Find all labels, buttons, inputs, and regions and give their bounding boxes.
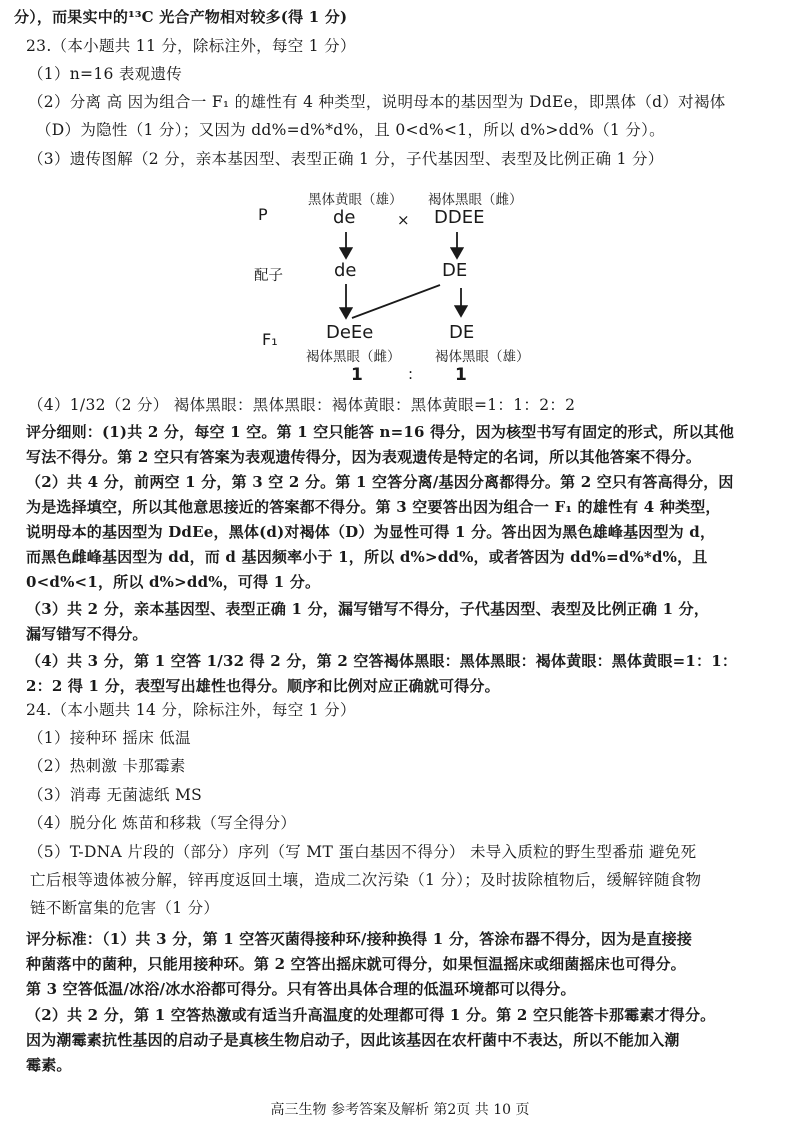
parent1-phenotype: 黑体黄眼（雄） [308,192,403,208]
scoring-standard-line: （2）共 2 分，第 1 空答热激或有适当升高温度的处理都可得 1 分。第 2 空只能答卡那霉素才得分。 [26,1006,716,1024]
scoring-detail-line: 评分细则：(1)共 2 分，每空 1 空。第 1 空只能答 n=16 得分，因为核型书写有固定的形式，所以其他 [26,423,735,441]
ratio-separator: : [408,365,414,383]
q24-answer-5: （5）T-DNA 片段的（部分）序列（写 MT 蛋白基因不得分） 未导入质粒的野生型番茄 避免死 [28,843,697,861]
cross-symbol: × [397,211,410,229]
q23-answer-2: （2）分离 高 因为组合一 F₁ 的雄性有 4 种类型，说明母本的基因型为 DdEe，即黑体（d）对褐体 [28,93,726,111]
q23-answer-1: （1）n=16 表观遗传 [28,65,183,83]
scoring-detail-line: （4）共 3 分，第 1 空答 1/32 得 2 分，第 2 空答褐体黑眼：黑体黑眼：褐体黄眼：黑体黄眼=1：1： [26,652,738,670]
scoring-detail-line: （3）共 2 分，亲本基因型、表型正确 1 分，漏写错写不得分，子代基因型、表型及比例正确 1 分， [26,600,710,618]
scoring-standard-line: 因为潮霉素抗性基因的启动子是真核生物启动子，因此该基因在农杆菌中不表达，所以不能加入潮 [26,1031,680,1049]
ratio-1: 1 [351,365,363,385]
scoring-detail-line: 说明母本的基因型为 DdEe，黑体(d)对褐体（D）为显性可得 1 分。答出因为黑色雄峰基因型为 d， [26,523,716,541]
scoring-detail-line: 写法不得分。第 2 空只有答案为表观遗传得分，因为表观遗传是特定的名词，所以其他答案不得分。 [26,448,702,466]
q23-answer-2-cont: （D）为隐性（1 分）；又因为 dd%=d%*d%，且 0<d%<1，所以 d%>dd%（1 分）。 [36,121,665,139]
scoring-detail-line: 漏写错写不得分。 [26,625,148,643]
question-23-header: 23.（本小题共 11 分，除标注外，每空 1 分） [26,37,356,55]
child1-genotype: DeEe [326,322,374,343]
page-footer: 高三生物 参考答案及解析 第2页 共 10 页 [270,1102,530,1118]
q23-answer-3: （3）遗传图解（2 分，亲本基因型、表型正确 1 分，子代基因型、表型及比例正确 1 分） [28,150,664,168]
q24-answer-2: （2）热刺激 卡那霉素 [28,757,186,775]
gamete-2: DE [442,260,468,281]
q24-answer-1: （1）接种环 摇床 低温 [28,729,191,747]
child2-phenotype: 褐体黑眼（雄） [435,349,530,365]
question-24-header: 24.（本小题共 14 分，除标注外，每空 1 分） [26,701,356,719]
f1-label: F₁ [262,330,278,349]
scoring-standard-line: 霉素。 [26,1056,72,1074]
scoring-standard-line: 评分标准：（1）共 3 分，第 1 空答灭菌得接种环/接种换得 1 分，答涂布器不得分，因为是直接接 [26,930,693,948]
diagram-arrows [0,0,800,400]
gamete-1: de [334,260,357,281]
q24-answer-4: （4）脱分化 炼苗和移栽（写全得分） [28,814,297,832]
gamete-label: 配子 [254,268,283,284]
q24-answer-3: （3）消毒 无菌滤纸 MS [28,786,203,804]
q24-answer-5-cont: 亡后根等遗体被分解，锌再度返回土壤，造成二次污染（1 分）；及时拔除植物后，缓解锌随食物 [30,871,702,889]
scoring-detail-line: 0<d%<1，所以 d%>dd%，可得 1 分。 [26,573,321,591]
scoring-standard-line: 第 3 空答低温/冰浴/冰水浴都可得分。只有答出具体合理的低温环境都可以得分。 [26,980,576,998]
scoring-detail-line: 2：2 得 1 分，表型写出雄性也得分。顺序和比例对应正确就可得分。 [26,677,500,695]
arrow-gamete2-to-child1 [352,285,440,318]
scoring-standard-line: 种菌落中的菌种，只能用接种环。第 2 空答出摇床就可得分，如果恒温摇床或细菌摇床也可得分。 [26,955,686,973]
ratio-2: 1 [455,365,467,385]
text-line: 分），而果实中的¹³C 光合产物相对较多(得 1 分) [14,8,348,26]
q24-answer-5-cont: 链不断富集的危害（1 分） [30,899,220,917]
q23-answer-4: （4）1/32（2 分） 褐体黑眼：黑体黑眼：褐体黄眼：黑体黄眼=1：1：2：2 [28,396,576,414]
parent2-phenotype: 褐体黑眼（雌） [428,192,523,208]
parent1-genotype: de [333,207,356,228]
child1-phenotype: 褐体黑眼（雌） [306,349,401,365]
parent2-genotype: DDEE [434,207,485,228]
p-label: P [258,205,268,224]
scoring-detail-line: （2）共 4 分，前两空 1 分，第 3 空 2 分。第 1 空答分离/基因分离都得分。第 2 空只有答高得分，因 [26,473,734,491]
scoring-detail-line: 为是选择填空，所以其他意思接近的答案都不得分。第 3 空要答出因为组合一 F₁ 的雄性有 4 种类型， [26,498,721,516]
scoring-detail-line: 而黑色雌峰基因型为 dd，而 d 基因频率小于 1，所以 d%>dd%，或者答因为 dd%=d%*d%，且 [26,548,708,566]
child2-genotype: DE [449,322,475,343]
